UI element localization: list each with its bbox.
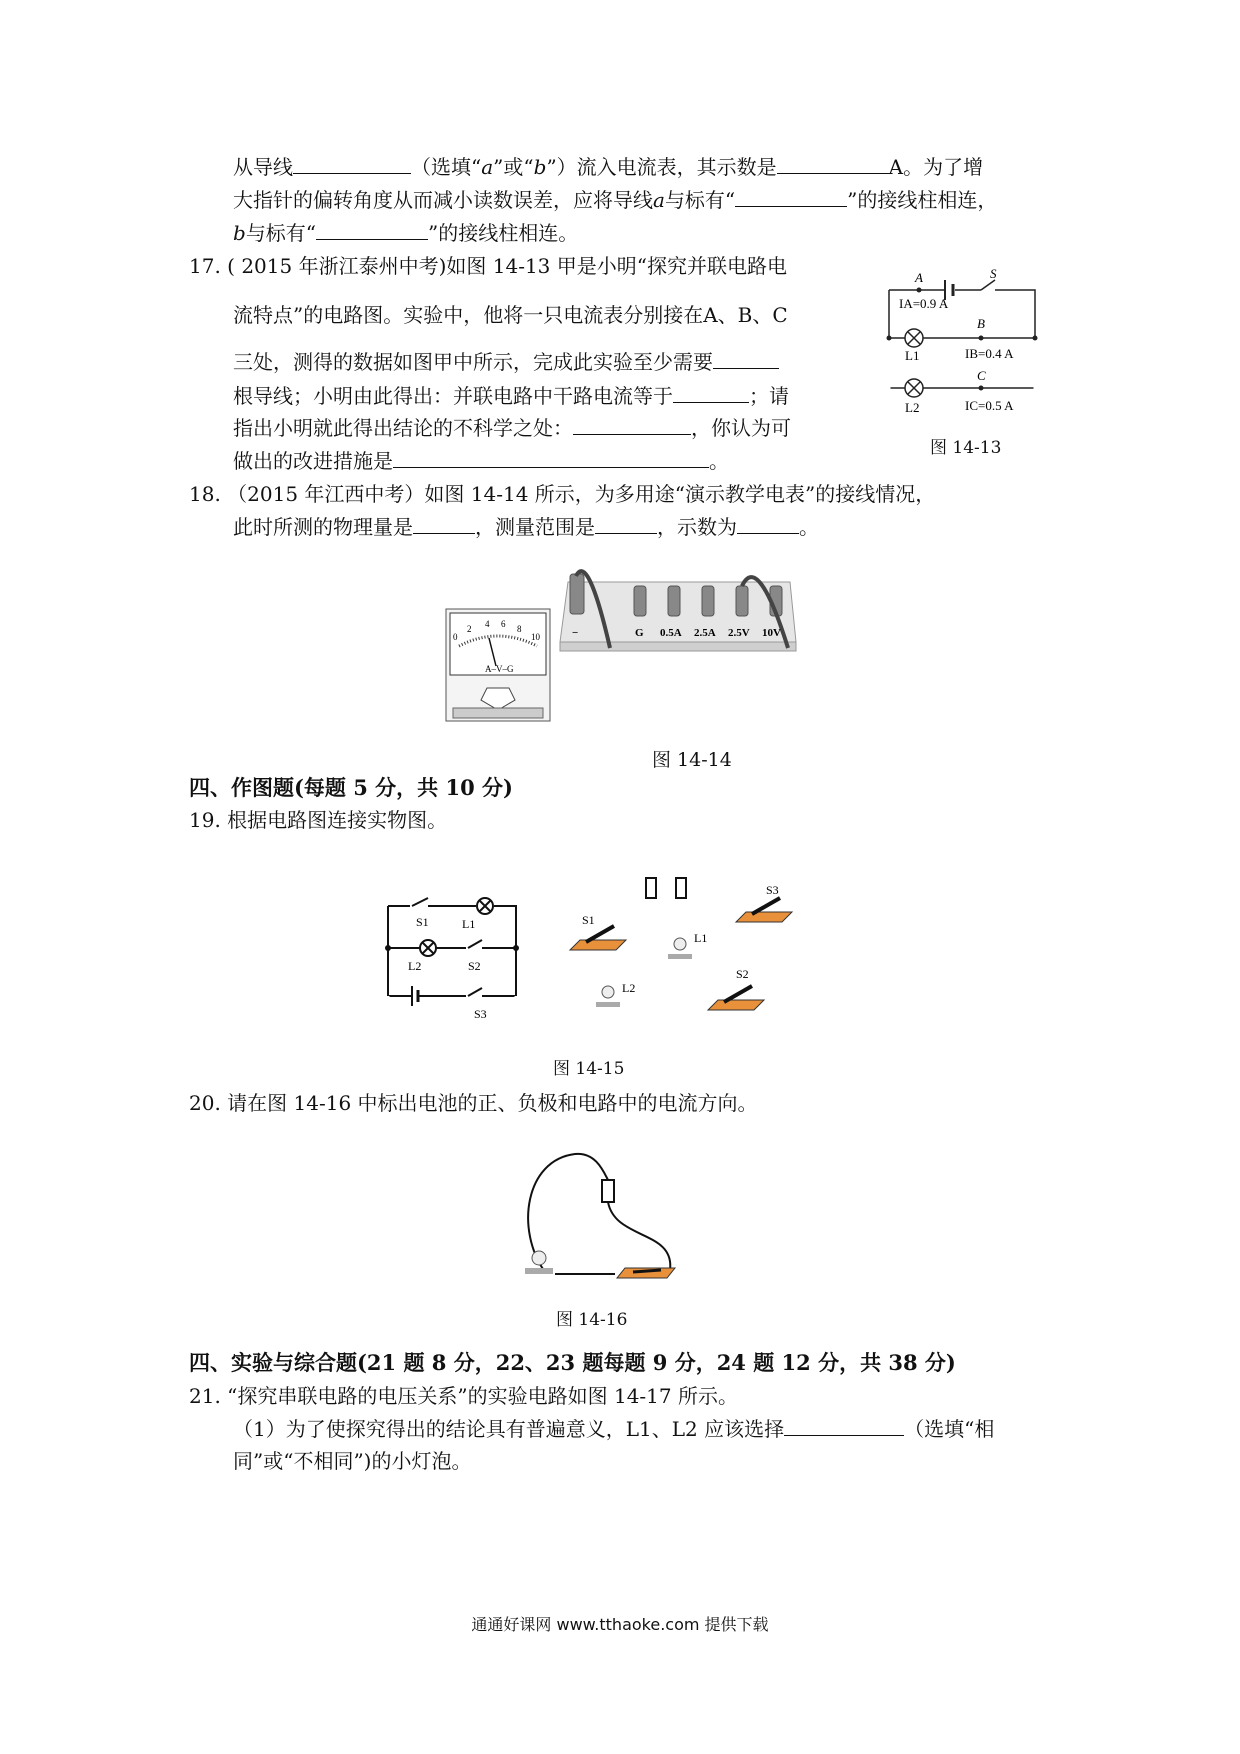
scale-6: 6 (501, 619, 506, 629)
bulb-l1 (668, 938, 692, 959)
dial-label: A–V–G (485, 664, 514, 674)
q17-line-5 (233, 414, 791, 442)
label-l2: L2 (905, 400, 920, 415)
question-number: 17. (189, 254, 221, 278)
terminal-minus: − (572, 627, 579, 639)
question-number: 21. (189, 1384, 221, 1408)
q16-line-3 (233, 219, 578, 247)
answer-blank[interactable] (413, 513, 475, 534)
q17-line-1 (189, 252, 787, 280)
text: 此时所测的物理量是 (233, 515, 413, 539)
question-number: 20. (189, 1091, 221, 1115)
text: ，你认为可 (691, 416, 791, 440)
figure-caption: 图 14-14 (652, 749, 732, 771)
label-s2: S2 (736, 967, 749, 981)
text: 指出小明就此得出结论的不科学之处： (233, 416, 573, 440)
question-number: 18. (189, 482, 221, 506)
text: 做出的改进措施是 (233, 449, 393, 473)
text: 根导线；小明由此得出：并联电路中干路电流等于 (233, 384, 673, 408)
answer-blank[interactable] (595, 513, 657, 534)
q16-line-2 (233, 186, 997, 214)
q20-line (189, 1089, 758, 1117)
q19-line (189, 806, 447, 834)
text: 与标有“ (245, 221, 317, 245)
terminal-g: G (635, 627, 644, 639)
switch-s1 (570, 926, 626, 950)
battery-icon (602, 1180, 614, 1202)
text: A。为了增 (888, 155, 984, 179)
label-s1: S1 (416, 915, 429, 929)
figure-14-15-circuit-diagram (384, 888, 524, 1021)
text: b (533, 155, 547, 179)
text: ”的接线柱相连。 (428, 221, 579, 245)
bulb-l2 (596, 986, 620, 1007)
q17-line-6 (233, 447, 729, 475)
section-heading: 四、作图题(每题 5 分，共 10 分) (189, 775, 513, 800)
switch-icon (617, 1268, 675, 1278)
section-heading: 四、实验与综合题(21 题 8 分，22、23 题每题 9 分，24 题 12 分，共 38 分) (189, 1350, 956, 1375)
label-l1: L1 (462, 917, 476, 931)
label-s2: S2 (468, 959, 481, 973)
scale-10: 10 (531, 632, 540, 642)
answer-blank[interactable] (316, 219, 428, 240)
footer: 通通好课网 www.tthaoke.com 提供下载 (471, 1615, 769, 1634)
q17-line-2: 流特点”的电路图。实验中，他将一只电流表分别接在A、B、C (233, 303, 788, 327)
scale-2: 2 (467, 624, 472, 634)
ia-value: IA=0.9 A (899, 296, 949, 311)
answer-blank[interactable] (573, 414, 691, 435)
text: （1）为了使探究得出的结论具有普遍意义，L1、L2 应该选择 (233, 1417, 785, 1441)
label-s3: S3 (474, 1007, 487, 1021)
text: 。 (709, 449, 729, 473)
text: ”的接线柱相连， (847, 188, 998, 212)
label-l1: L1 (694, 931, 708, 945)
switch-s3 (736, 898, 792, 922)
terminal-0-5a: 0.5A (660, 627, 682, 639)
text: 。 (799, 515, 819, 539)
figure-14-13-circuit (885, 268, 1045, 428)
ib-value: IB=0.4 A (965, 346, 1014, 361)
text: b (233, 221, 246, 245)
figure-14-16-circuit (515, 1150, 680, 1285)
label-s1: S1 (582, 913, 595, 927)
label-l2: L2 (408, 959, 422, 973)
scale-0: 0 (453, 632, 458, 642)
text: ”或“ (493, 155, 534, 179)
text: ”）流入电流表，其示数是 (546, 155, 777, 179)
label-l2: L2 (622, 981, 636, 995)
scale-4: 4 (485, 619, 490, 629)
answer-blank[interactable] (293, 153, 411, 174)
figure-caption: 图 14-13 (930, 438, 1002, 458)
answer-blank[interactable] (713, 348, 779, 369)
text: 大指针的偏转角度从而减小读数误差，应将导线 (233, 188, 653, 212)
answer-blank[interactable] (737, 513, 799, 534)
answer-blank[interactable] (777, 153, 889, 174)
text: ；请 (749, 384, 789, 408)
switch-s2 (708, 986, 764, 1010)
answer-blank[interactable] (784, 1415, 904, 1436)
label-a: A (915, 270, 923, 285)
answer-blank[interactable] (393, 447, 709, 468)
figure-caption: 图 14-16 (556, 1310, 628, 1330)
q17-line-4 (233, 382, 789, 410)
q18-line-1 (189, 480, 935, 508)
text: 三处，测得的数据如图甲中所示，完成此实验至少需要 (233, 350, 713, 374)
text: ( 2015 年浙江泰州中考)如图 14-13 甲是小明“探究并联电路电 (227, 254, 787, 278)
label-s: S (990, 266, 997, 281)
label-l1: L1 (905, 348, 920, 363)
label-s3: S3 (766, 883, 779, 897)
text: 从导线 (233, 155, 293, 179)
text: a (653, 188, 665, 212)
question-number: 19. (189, 808, 221, 832)
q21-part1 (233, 1415, 994, 1443)
terminal-10v: 10V (762, 627, 781, 639)
figure-14-14-terminal-board (558, 562, 798, 654)
answer-blank[interactable] (735, 186, 847, 207)
q16-line-1 (233, 153, 983, 181)
text: 根据电路图连接实物图。 (227, 808, 448, 832)
bulb-icon (525, 1251, 553, 1274)
figure-caption: 图 14-15 (553, 1059, 625, 1079)
scale-8: 8 (517, 624, 522, 634)
text: 与标有“ (664, 188, 736, 212)
text: a (481, 155, 494, 179)
q21-line (189, 1382, 738, 1410)
figure-14-14-meter (445, 608, 553, 726)
text: （选填“相 (904, 1417, 995, 1441)
figure-14-15-components (570, 868, 800, 1020)
text: 请在图 14-16 中标出电池的正、负极和电路中的电流方向。 (227, 1091, 758, 1115)
terminal-2-5a: 2.5A (694, 627, 716, 639)
q18-line-2 (233, 513, 819, 541)
text: “探究串联电路的电压关系”的实验电路如图 14-17 所示。 (227, 1384, 738, 1408)
text: ，示数为 (657, 515, 737, 539)
text: （2015 年江西中考）如图 14-14 所示，为多用途“演示教学电表”的接线情况， (227, 482, 936, 506)
q21-part1-cont: 同”或“不相同”)的小灯泡。 (233, 1449, 472, 1473)
label-b: B (977, 316, 985, 331)
text: （选填“ (411, 155, 482, 179)
ic-value: IC=0.5 A (965, 398, 1014, 413)
text: ，测量范围是 (475, 515, 595, 539)
answer-blank[interactable] (673, 382, 749, 403)
label-c: C (977, 368, 986, 383)
q17-line-3 (233, 348, 779, 376)
terminal-2-5v: 2.5V (728, 627, 750, 639)
